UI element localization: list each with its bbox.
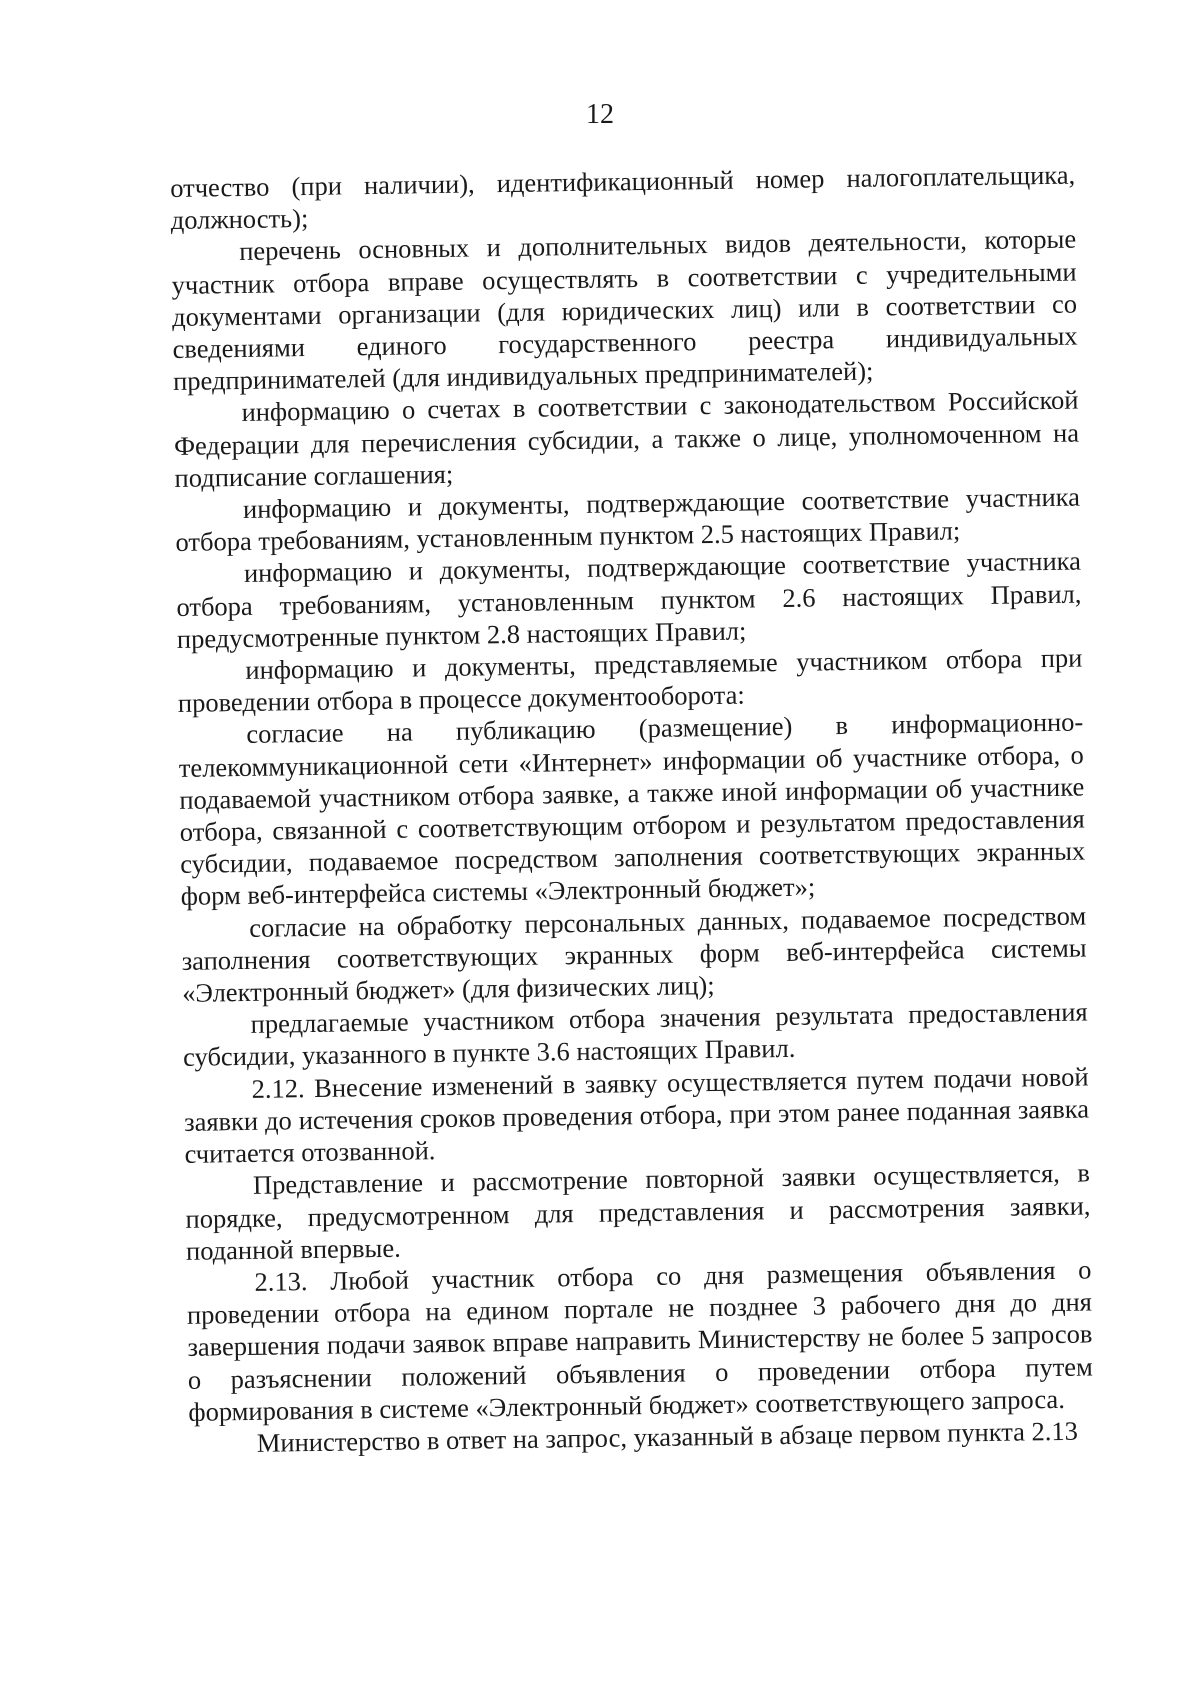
page-number: 12 — [586, 99, 614, 130]
paragraph: 2.13. Любой участник отбора со дня размещения объявления о проведении отбора на едином портале не позднее 3 рабочего дня до дня завершения подачи заявок вправе направить Министерству не более 5 запросов о разъяснении положений объявления о проведении отбора путем формирования в системе «Электронный бюджет» соответствующего запроса. — [186, 1254, 1094, 1427]
paragraph: Министерство в ответ на запрос, указанный в абзаце первом пункта 2.13 — [256, 1415, 1079, 1458]
paragraph: информацию и документы, представляемые участником отбора при проведении отбора в процессе документооборота: — [177, 642, 1083, 719]
paragraph: информацию о счетах в соответствии с законодательством Российской Федерации для перечисления субсидии, а также о лице, уполномоченном на подписание соглашения; — [173, 384, 1080, 493]
paragraph: информацию и документы, подтверждающие соответствие участника отбора требованиям, установленным пунктом 2.5 настоящих Правил; — [175, 481, 1081, 558]
paragraph: информацию и документы, подтверждающие соответствие участника отбора требованиям, установленным пунктом 2.6 настоящих Правил, предусмотренные пунктом 2.8 настоящих Правил; — [176, 545, 1082, 654]
paragraph: предлагаемые участником отбора значения результата предоставления субсидии, указанного в пункте 3.6 настоящих Правил. — [182, 996, 1088, 1073]
paragraph: отчество (при наличии), идентификационный номер налогоплательщика, должность); — [170, 159, 1076, 236]
paragraph: согласие на публикацию (размещение) в информационно-телекоммуникационной сети «Интернет» информации об участнике отбора, о подаваемой участником отбора заявке, а также иной информации об участнике отбора, связанной с соответствующим отбором и результатом предоставления субсидии, подаваемое посредством заполнения соответствующих экранных форм веб-интерфейса системы «Электронный бюджет»; — [178, 706, 1086, 912]
paragraph: Представление и рассмотрение повторной заявки осуществляется, в порядке, предусмотренном для представления и рассмотрения заявки, поданной впервые. — [185, 1157, 1091, 1266]
paragraph: согласие на обработку персональных данных, подаваемое посредством заполнения соответствующих экранных форм веб-интерфейса системы «Электронный бюджет» (для физических лиц); — [181, 900, 1087, 1008]
paragraph: 2.12. Внесение изменений в заявку осуществляется путем подачи новой заявки до истечения сроков проведения отбора, при этом ранее поданная заявка считается отозванной. — [183, 1061, 1090, 1169]
paragraph: перечень основных и дополнительных видов деятельности, которые участник отбора вправе осуществлять в соответствии с учредительными документами организации (для юридических лиц) или в соответствии со сведениями единого государственного реестра индивидуальных предпринимателей (для индивидуальных предпринимателей); — [171, 223, 1078, 397]
document-body — [170, 159, 1094, 1460]
